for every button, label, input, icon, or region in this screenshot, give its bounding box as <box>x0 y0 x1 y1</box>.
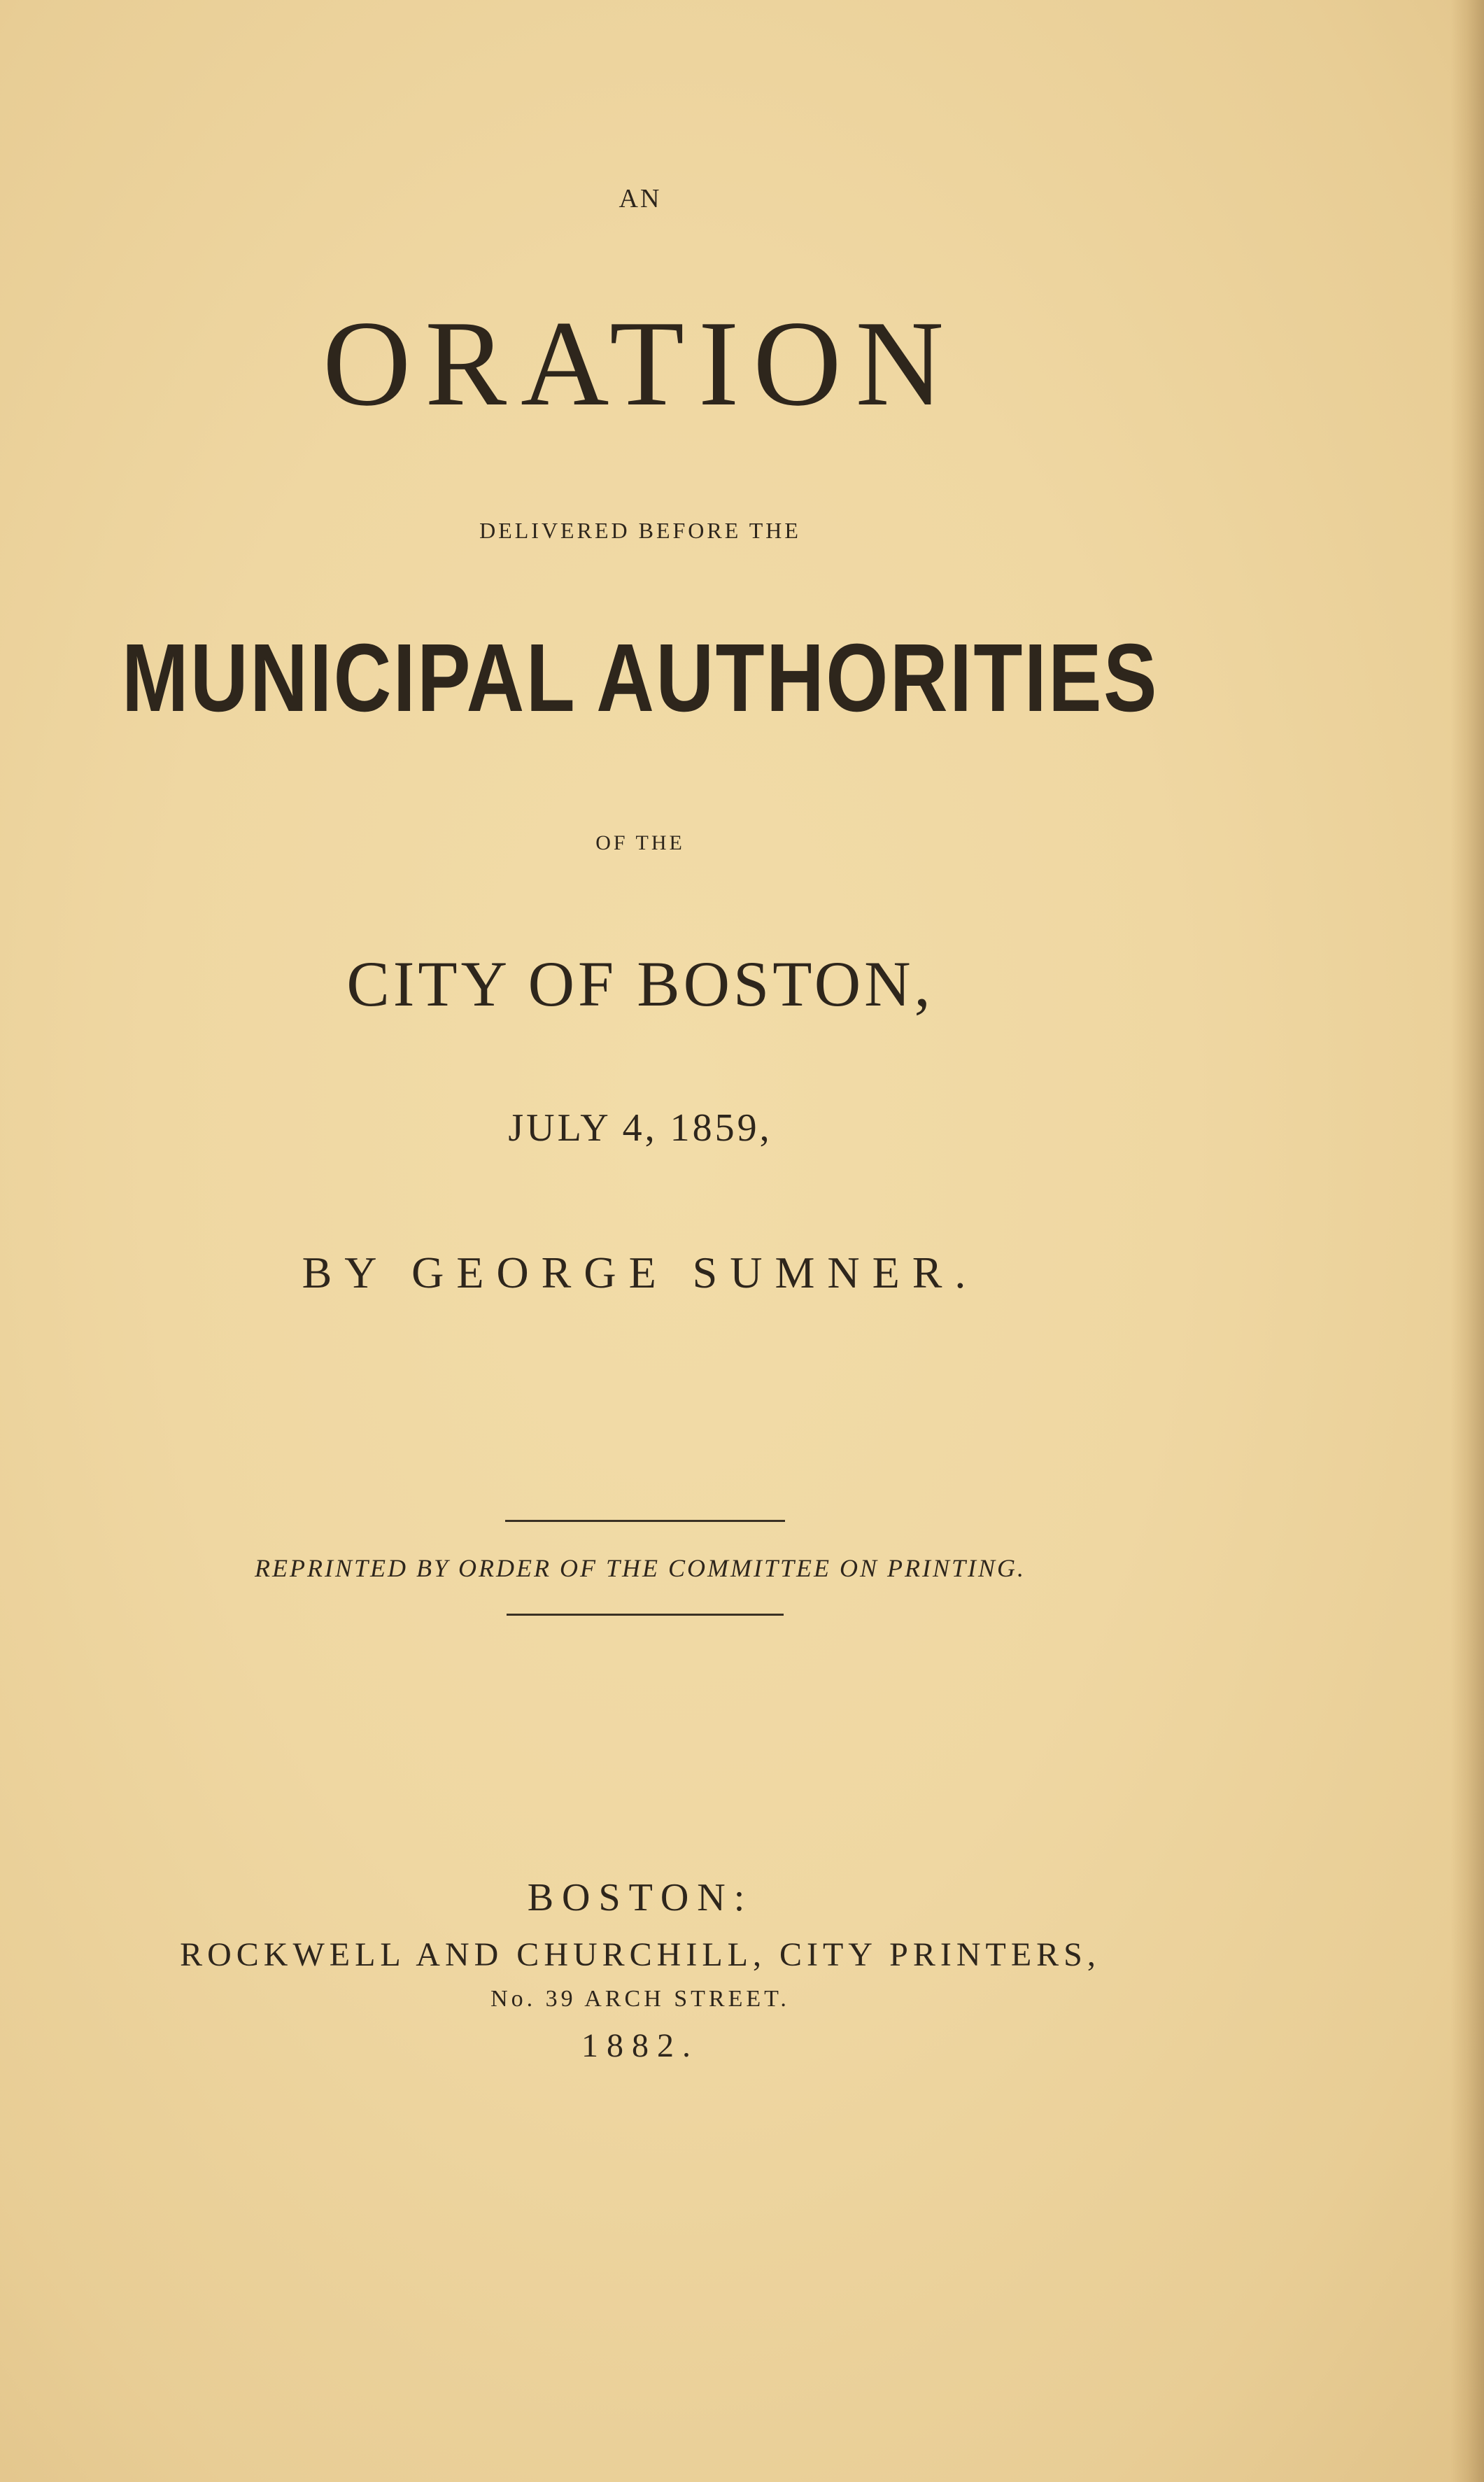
page-edge-shadow <box>1450 0 1484 2482</box>
top-rule-divider <box>505 1520 785 1522</box>
imprint-printer: ROCKWELL AND CHURCHILL, CITY PRINTERS, <box>180 1936 1101 1973</box>
author-line: BY GEORGE SUMNER. <box>302 1248 979 1297</box>
imprint-year: 1882. <box>581 2027 699 2064</box>
city-title: CITY OF BOSTON, <box>346 948 934 1020</box>
delivered-before-text: DELIVERED BEFORE THE <box>479 518 801 543</box>
reprint-note: REPRINTED BY ORDER OF THE COMMITTEE ON PRINTING. <box>255 1554 1026 1582</box>
title-prefix: AN <box>619 184 662 213</box>
oration-date: JULY 4, 1859, <box>508 1106 772 1150</box>
imprint-address: No. 39 ARCH STREET. <box>490 1986 790 2012</box>
of-the-text: OF THE <box>595 831 685 854</box>
bottom-rule-divider <box>507 1614 784 1616</box>
imprint-place: BOSTON: <box>527 1876 754 1919</box>
audience-title: MUNICIPAL AUTHORITIES <box>122 624 1159 732</box>
main-title: ORATION <box>322 295 959 431</box>
